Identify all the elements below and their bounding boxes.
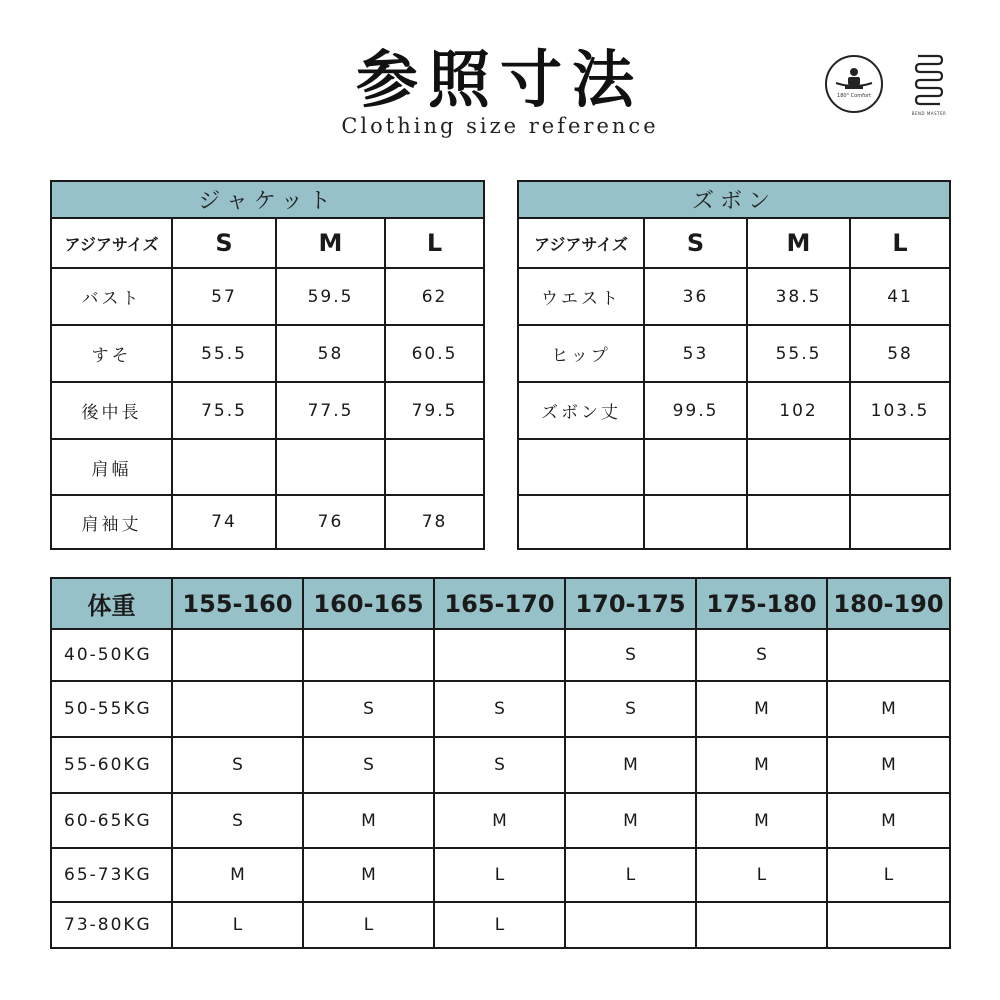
table-row (51, 495, 484, 549)
table-row (51, 902, 950, 948)
row-label: すそ (51, 325, 172, 382)
table-cell (644, 439, 747, 495)
table-row (518, 382, 950, 439)
table-cell: 58 (276, 325, 385, 382)
jacket-size-table (50, 180, 485, 550)
table-cell: M (827, 737, 950, 793)
weight-height-table (50, 577, 951, 949)
row-label (518, 495, 644, 549)
table-cell: L (696, 848, 827, 902)
row-label: 後中長 (51, 382, 172, 439)
table-cell (696, 902, 827, 948)
table-cell: S (434, 737, 565, 793)
table-cell: S (303, 737, 434, 793)
page-title: 参照寸法 (355, 43, 644, 116)
table-row (51, 681, 950, 737)
table-cell: 36 (644, 268, 747, 325)
table-cell: 78 (385, 495, 484, 549)
jacket-size-header: L (385, 218, 484, 268)
weight-label: 73-80KG (51, 902, 172, 948)
bend-logo-text: BEND MASTER (911, 111, 947, 116)
table-cell (434, 629, 565, 681)
table-cell: M (303, 848, 434, 902)
table-cell (565, 902, 696, 948)
table-row (51, 439, 484, 495)
table-cell: 38.5 (747, 268, 850, 325)
table-cell (747, 439, 850, 495)
table-cell: 76 (276, 495, 385, 549)
table-cell: S (172, 737, 303, 793)
table-cell (172, 629, 303, 681)
table-cell: S (172, 793, 303, 848)
row-label (518, 439, 644, 495)
weight-label: 60-65KG (51, 793, 172, 848)
table-row (51, 382, 484, 439)
table-cell: 103.5 (850, 382, 950, 439)
table-cell: 102 (747, 382, 850, 439)
row-label: ズボン丈 (518, 382, 644, 439)
height-range-header: 180-190 (827, 578, 950, 629)
page-subtitle: Clothing size reference (341, 114, 659, 138)
weight-label: 65-73KG (51, 848, 172, 902)
row-label: バスト (51, 268, 172, 325)
table-cell: M (696, 737, 827, 793)
table-cell (827, 902, 950, 948)
height-range-header: 160-165 (303, 578, 434, 629)
height-range-header: 170-175 (565, 578, 696, 629)
table-cell (276, 439, 385, 495)
jacket-caption: ジャケット (51, 181, 484, 218)
table-cell: 75.5 (172, 382, 276, 439)
table-cell: M (827, 681, 950, 737)
table-cell: 62 (385, 268, 484, 325)
table-cell: M (172, 848, 303, 902)
table-row (51, 793, 950, 848)
weight-corner-label: 体重 (51, 578, 172, 629)
weight-label: 50-55KG (51, 681, 172, 737)
table-cell (747, 495, 850, 549)
table-cell: 41 (850, 268, 950, 325)
table-row (51, 325, 484, 382)
table-cell: M (696, 793, 827, 848)
jacket-size-header: M (276, 218, 385, 268)
table-cell: M (827, 793, 950, 848)
pants-corner-label: アジアサイズ (518, 218, 644, 268)
table-cell (644, 495, 747, 549)
height-range-header: 165-170 (434, 578, 565, 629)
table-cell: L (827, 848, 950, 902)
table-row (51, 268, 484, 325)
row-label: 肩袖丈 (51, 495, 172, 549)
height-range-header: 175-180 (696, 578, 827, 629)
table-cell (172, 439, 276, 495)
table-cell (385, 439, 484, 495)
table-cell: M (565, 793, 696, 848)
table-cell: 55.5 (747, 325, 850, 382)
bend-logo-icon (914, 52, 944, 112)
comfort-logo-icon (825, 55, 883, 113)
table-row (51, 848, 950, 902)
table-cell: 57 (172, 268, 276, 325)
table-cell: S (303, 681, 434, 737)
weight-label: 55-60KG (51, 737, 172, 793)
table-row (518, 439, 950, 495)
jacket-size-header: S (172, 218, 276, 268)
table-cell: L (434, 902, 565, 948)
pants-size-header: M (747, 218, 850, 268)
table-cell (303, 629, 434, 681)
table-cell: M (696, 681, 827, 737)
pants-size-table (517, 180, 951, 550)
table-cell: 58 (850, 325, 950, 382)
table-cell: 59.5 (276, 268, 385, 325)
table-cell: S (434, 681, 565, 737)
table-cell: 60.5 (385, 325, 484, 382)
pants-size-header: S (644, 218, 747, 268)
table-cell: 77.5 (276, 382, 385, 439)
table-cell: 55.5 (172, 325, 276, 382)
table-cell: S (565, 629, 696, 681)
table-cell: S (696, 629, 827, 681)
jacket-corner-label: アジアサイズ (51, 218, 172, 268)
table-cell: 99.5 (644, 382, 747, 439)
table-cell: 74 (172, 495, 276, 549)
table-cell (172, 681, 303, 737)
table-cell: L (434, 848, 565, 902)
table-row (51, 737, 950, 793)
height-range-header: 155-160 (172, 578, 303, 629)
table-row (518, 495, 950, 549)
table-cell: L (303, 902, 434, 948)
table-cell (827, 629, 950, 681)
table-cell (850, 439, 950, 495)
table-row (518, 268, 950, 325)
table-cell: M (303, 793, 434, 848)
table-cell: L (172, 902, 303, 948)
weight-label: 40-50KG (51, 629, 172, 681)
table-cell: L (565, 848, 696, 902)
table-row (518, 325, 950, 382)
comfort-logo-text: 180° Comfort (837, 93, 871, 99)
row-label: ウエスト (518, 268, 644, 325)
table-cell: M (434, 793, 565, 848)
table-row (51, 629, 950, 681)
row-label: 肩幅 (51, 439, 172, 495)
pants-caption: ズボン (518, 181, 950, 218)
table-cell: S (565, 681, 696, 737)
table-cell: M (565, 737, 696, 793)
table-cell (850, 495, 950, 549)
table-cell: 79.5 (385, 382, 484, 439)
table-cell: 53 (644, 325, 747, 382)
pants-size-header: L (850, 218, 950, 268)
row-label: ヒップ (518, 325, 644, 382)
